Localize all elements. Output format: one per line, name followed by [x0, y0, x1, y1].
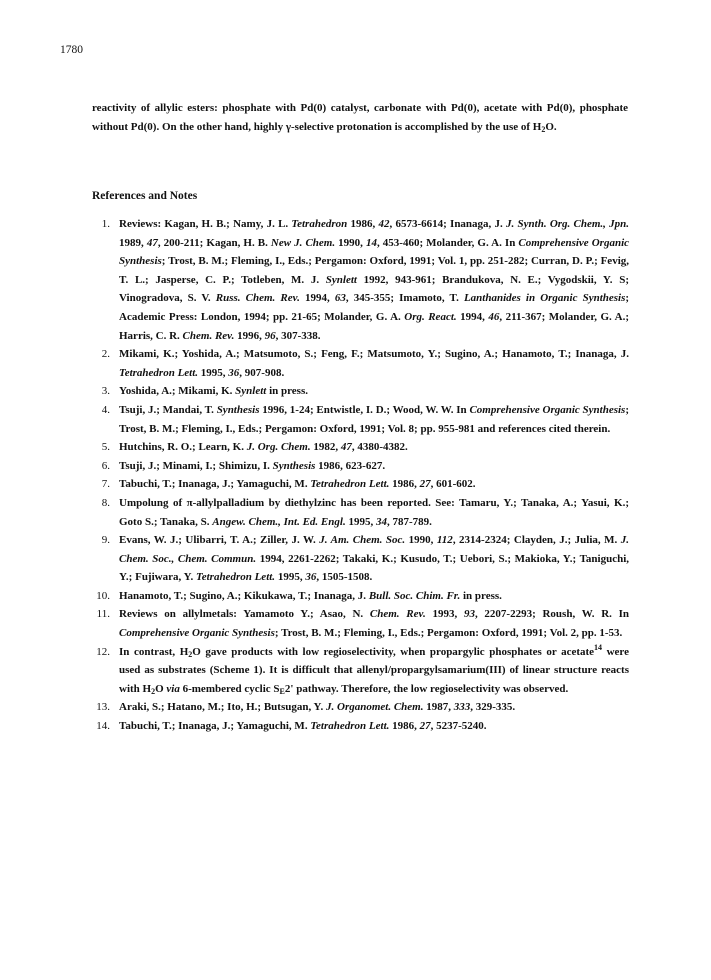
- reference-item: [72, 401, 629, 438]
- reference-text: Reviews: Kagan, H. B.; Namy, J. L. Tetrahedron 1986, 42, 6573-6614; Inanaga, J. J. Synth. Org. Chem., Jpn. 1989, 47, 200-211; Kagan, H. B. New J. Chem. 1990, 14, 453-460; Molander, G. A. In Comprehensive Organic Synthesis; Trost, B. M.; Fleming, I., Eds.; Pergamon: Oxford, 1991; Vol. 1, pp. 251-282; Curran, D. P.; Fevig, T. L.; Jasperse, C. P.; Totleben, M. J. Synlett 1992, 943-961; Brandukova, N. E.; Vygodskii, Y. S; Vinogradova, S. V. Russ. Chem. Rev. 1994, 63, 345-355; Imamoto, T. Lanthanides in Organic Synthesis; Academic Press: London, 1994; pp. 21-65; Molander, G. A. Org. React. 1994, 46, 211-367; Molander, G. A.; Harris, C. R. Chem. Rev. 1996, 96, 307-338.: [119, 218, 630, 342]
- reference-number: 4.: [101, 403, 110, 416]
- reference-number: 6.: [101, 459, 110, 472]
- reference-item: [72, 531, 629, 587]
- reference-item: [72, 717, 629, 736]
- reference-item: [72, 494, 629, 531]
- reference-text: Araki, S.; Hatano, M.; Ito, H.; Butsugan, Y. J. Organomet. Chem. 1987, 333, 329-335.: [119, 701, 516, 714]
- reference-text: Reviews on allylmetals: Yamamoto Y.; Asao, N. Chem. Rev. 1993, 93, 2207-2293; Roush, W. R. In Comprehensive Organic Synthesis; Trost, B. M.; Fleming, I., Eds.; Pergamon: Oxford, 1991; Vol. 2, pp. 1-53.: [119, 608, 630, 640]
- intro-paragraph: reactivity of allylic esters: phosphate with Pd(0) catalyst, carbonate with Pd(0), acetate with Pd(0), phosphate without Pd(0). On the other hand, highly γ-selective protonation is accomplished by the use of $H_2O$.: [92, 102, 628, 134]
- reference-number: 14.: [96, 720, 110, 733]
- reference-text: Tsuji, J.; Minami, I.; Shimizu, I. Synthesis 1986, 623-627.: [119, 459, 386, 472]
- reference-item: [72, 457, 629, 476]
- references-list: [72, 215, 629, 736]
- reference-number: 13.: [96, 701, 110, 714]
- reference-item: [72, 382, 629, 401]
- reference-text: In contrast, $H_2O$ gave products with low regioselectivity, when propargylic phosphates or acetate$^{14}$ were used as substrates (Scheme 1). It is difficult that allenyl/propargylsamarium(III) of linear structure reacts with $H_2O$ via 6-membered cyclic $S_E2'$ pathway. Therefore, the low regioselectivity was observed.: [119, 642, 629, 696]
- reference-number: 2.: [101, 348, 110, 361]
- page-number: 1780: [60, 44, 83, 56]
- reference-text: Tabuchi, T.; Inanaga, J.; Yamaguchi, M. Tetrahedron Lett. 1986, 27, 601-602.: [119, 478, 476, 491]
- reference-text: Tsuji, J.; Mandai, T. Synthesis 1996, 1-24; Entwistle, I. D.; Wood, W. W. In Comprehensive Organic Synthesis; Trost, B. M.; Fleming, I., Eds.; Pergamon: Oxford, 1991; Vol. 8; pp. 955-981 and references cited therein.: [119, 403, 630, 435]
- reference-item: [72, 643, 629, 699]
- reference-number: 1.: [101, 218, 110, 230]
- reference-item: [72, 698, 629, 717]
- reference-text: Hanamoto, T.; Sugino, A.; Kikukawa, T.; Inanaga, J. Bull. Soc. Chim. Fr. in press.: [119, 589, 502, 602]
- reference-text: Yoshida, A.; Mikami, K. Synlett in press.: [119, 385, 308, 398]
- reference-number: 11.: [96, 608, 110, 621]
- reference-text: Tabuchi, T.; Inanaga, J.; Yamaguchi, M. Tetrahedron Lett. 1986, 27, 5237-5240.: [119, 720, 487, 733]
- reference-text: Hutchins, R. O.; Learn, K. J. Org. Chem. 1982, 47, 4380-4382.: [119, 441, 408, 454]
- reference-number: 8.: [101, 496, 110, 509]
- reference-item: [72, 587, 629, 606]
- reference-item: [72, 345, 629, 382]
- reference-number: 10.: [96, 589, 110, 602]
- reference-item: [72, 475, 629, 494]
- reference-item: [72, 215, 629, 345]
- reference-item: [72, 605, 629, 642]
- reference-text: Evans, W. J.; Ulibarri, T. A.; Ziller, J. W. J. Am. Chem. Soc. 1990, 112, 2314-2324; Clayden, J.; Julia, M. J. Chem. Soc., Chem. Commun. 1994, 2261-2262; Takaki, K.; Kusudo, T.; Uebori, S.; Makioka, Y.; Taniguchi, Y.; Fujiwara, Y. Tetrahedron Lett. 1995, 36, 1505-1508.: [119, 534, 630, 584]
- reference-number: 5.: [101, 441, 110, 454]
- reference-number: 3.: [101, 385, 110, 398]
- references-heading: References and Notes: [92, 190, 198, 202]
- reference-item: [72, 438, 629, 457]
- reference-number: 12.: [96, 645, 110, 658]
- reference-text: Mikami, K.; Yoshida, A.; Matsumoto, S.; Feng, F.; Matsumoto, Y.; Sugino, A.; Hanamoto, T.; Inanaga, J. Tetrahedron Lett. 1995, 36, 907-908.: [119, 348, 629, 379]
- reference-text: Umpolung of π-allylpalladium by diethylzinc has been reported. See: Tamaru, Y.; Tanaka, A.; Yasui, K.; Goto S.; Tanaka, S. Angew. Chem., Int. Ed. Engl. 1995, 34, 787-789.: [119, 496, 629, 528]
- reference-number: 7.: [101, 478, 110, 491]
- reference-number: 9.: [101, 534, 110, 547]
